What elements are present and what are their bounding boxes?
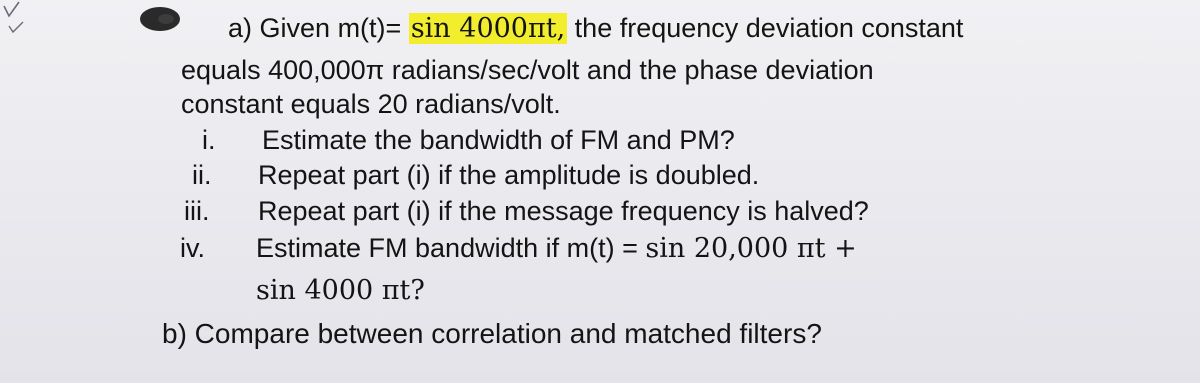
part-a-line-2	[181, 54, 874, 86]
part-b-text: b) Compare between correlation and matched filters?	[162, 318, 822, 349]
ink-blot-icon	[136, 4, 182, 34]
item-i-number: i.	[202, 125, 216, 155]
part-a-text-pre: Given m(t)=	[259, 13, 409, 43]
checkmark-icon	[0, 0, 40, 40]
part-a-label: a)	[228, 13, 253, 43]
item-ii-text: Repeat part (i) if the amplitude is doubled.	[258, 160, 760, 190]
item-ii-number: ii.	[192, 160, 212, 190]
item-iv-number: iv.	[180, 233, 205, 263]
item-i-text: Estimate the bandwidth of FM and PM?	[262, 125, 735, 155]
highlighted-message-signal: sin 4000πt,	[410, 13, 566, 44]
item-iv-continuation: sin 4000 πt?	[256, 275, 425, 306]
item-iii-text: Repeat part (i) if the message frequency is halved?	[258, 196, 869, 226]
part-a-line-3	[181, 88, 561, 120]
part-a-text-post: the frequency deviation constant	[567, 13, 964, 43]
item-iv-text-pre: Estimate FM bandwidth if m(t) =	[256, 233, 646, 263]
part-a-text-line-3: constant equals 20 radians/volt.	[181, 89, 561, 119]
item-iv-text	[256, 232, 857, 265]
part-a-text-line-2: equals 400,000π radians/sec/volt and the phase deviation	[181, 55, 874, 85]
item-iv-math: sin 20,000 πt +	[645, 233, 857, 264]
item-iii-number: iii.	[184, 196, 210, 226]
part-a-line-1	[228, 12, 963, 45]
